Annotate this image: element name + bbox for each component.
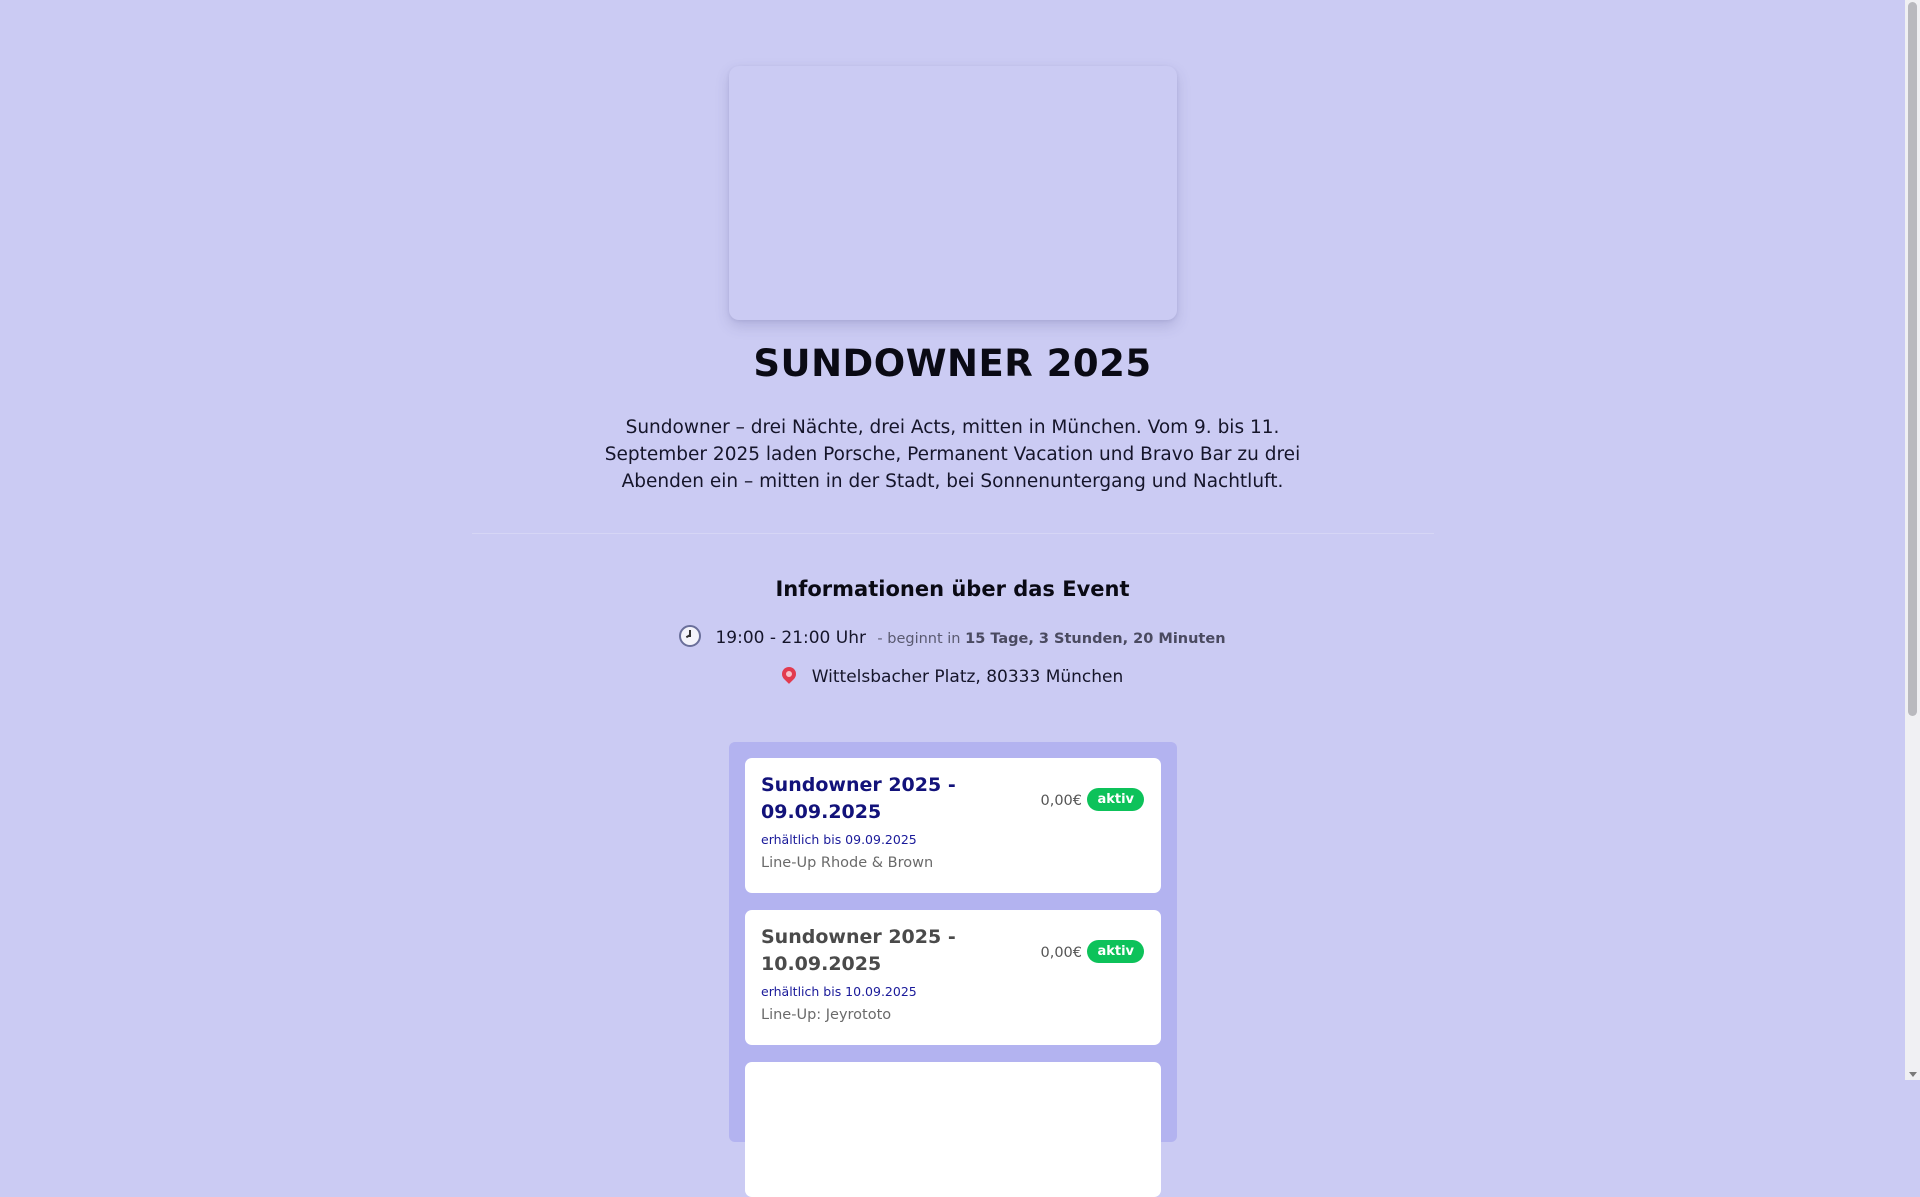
event-title: SUNDOWNER 2025 bbox=[753, 342, 1152, 385]
ticket-card[interactable] bbox=[745, 910, 1161, 1045]
event-time-row bbox=[0, 625, 1905, 648]
status-badge: aktiv bbox=[1087, 788, 1144, 811]
ticket-price: 0,00€ bbox=[1040, 945, 1082, 961]
tickets-panel bbox=[729, 742, 1177, 1142]
scrollbar-thumb[interactable] bbox=[1908, 2, 1917, 716]
vertical-scrollbar[interactable] bbox=[1905, 0, 1920, 1080]
pin-icon bbox=[779, 664, 799, 684]
ticket-price: 0,00€ bbox=[1040, 793, 1082, 809]
ticket-card[interactable] bbox=[745, 758, 1161, 893]
event-time: 19:00 - 21:00 Uhr bbox=[715, 628, 866, 648]
ticket-name: Sundowner 2025 - 10.09.2025 bbox=[761, 926, 956, 975]
ticket-name: Sundowner 2025 - 09.09.2025 bbox=[761, 774, 956, 823]
clock-icon bbox=[679, 625, 701, 647]
event-location: Wittelsbacher Platz, 80333 München bbox=[811, 667, 1124, 687]
ticket-availability: erhältlich bis 10.09.2025 bbox=[761, 984, 917, 999]
event-location-row bbox=[0, 667, 1905, 687]
info-heading: Informationen über das Event bbox=[775, 577, 1130, 601]
ticket-lineup: Line-Up Rhode & Brown bbox=[761, 855, 934, 871]
scroll-down-arrow-icon[interactable] bbox=[1909, 1072, 1917, 1077]
starts-in-value: 15 Tage, 3 Stunden, 20 Minuten bbox=[965, 631, 1226, 647]
ticket-lineup: Line-Up: Jeyrototo bbox=[761, 1007, 892, 1023]
status-badge: aktiv bbox=[1087, 940, 1144, 963]
starts-in-prefix: - beginnt in bbox=[877, 631, 961, 647]
event-image bbox=[729, 66, 1177, 320]
starts-in bbox=[877, 631, 1225, 647]
ticket-availability: erhältlich bis 09.09.2025 bbox=[761, 832, 917, 847]
ticket-card[interactable] bbox=[745, 1062, 1161, 1197]
divider bbox=[472, 533, 1434, 534]
event-description: Sundowner – drei Nächte, drei Acts, mitten in München. Vom 9. bis 11. September 2025 laden Porsche, Permanent Vacation und Bravo Bar zu drei Abenden ein – mitten in der Stadt, bei Sonnenuntergang und Nachtluft. bbox=[604, 417, 1301, 492]
